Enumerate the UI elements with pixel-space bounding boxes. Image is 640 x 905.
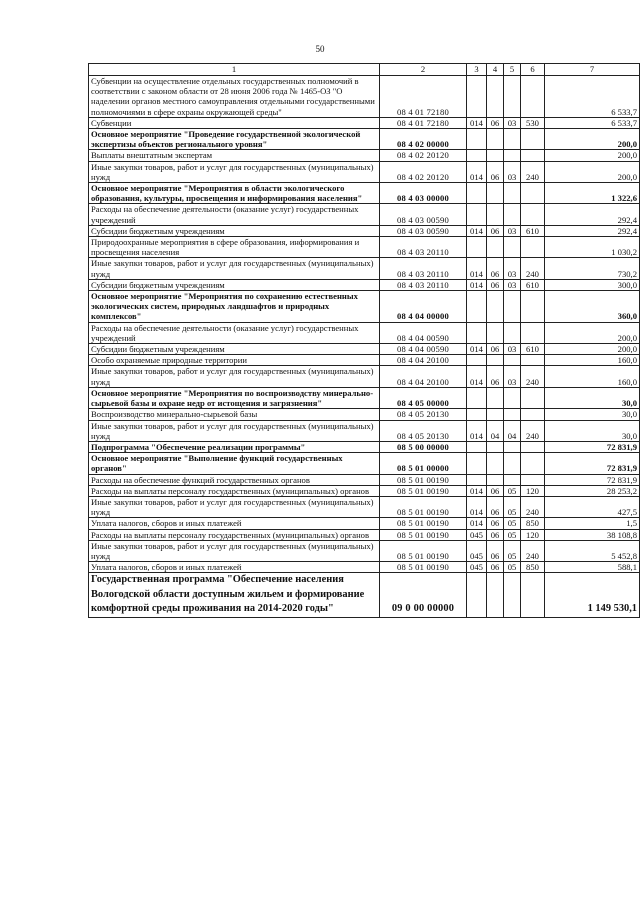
row-code-cell: 08 4 04 20100	[380, 366, 467, 387]
row-expense-type-cell: 240	[521, 258, 545, 279]
table-row	[89, 453, 640, 474]
row-subsection-cell	[504, 355, 521, 366]
row-name-cell: Подпрограмма "Обеспечение реализации программы"	[89, 441, 380, 452]
header-cell: 7	[545, 64, 640, 76]
row-name-cell: Основное мероприятие "Мероприятия в области экологического образования, культуры, просвещения и информирования населения"	[89, 183, 380, 204]
row-subsection-cell	[504, 441, 521, 452]
row-name-cell: Основное мероприятие "Проведение государственной экологической экспертизы объектов регионального уровня"	[89, 129, 380, 150]
row-code-cell: 08 4 02 00000	[380, 129, 467, 150]
row-section-cell: 06	[487, 161, 504, 182]
row-section-cell	[487, 387, 504, 408]
row-code-cell: 08 4 05 20130	[380, 420, 467, 441]
header-cell: 4	[487, 64, 504, 76]
row-code-cell: 08 4 04 00590	[380, 322, 467, 343]
row-expense-type-cell: 120	[521, 529, 545, 540]
row-code-cell: 08 4 01 72180	[380, 117, 467, 128]
row-amount-cell: 588,1	[545, 562, 640, 573]
row-name-cell: Расходы на обеспечение функций государственных органов	[89, 474, 380, 485]
header-cell: 6	[521, 64, 545, 76]
row-ministry-cell: 014	[467, 496, 487, 517]
row-ministry-cell	[467, 322, 487, 343]
row-name-cell: Иные закупки товаров, работ и услуг для государственных (муниципальных) нужд	[89, 258, 380, 279]
row-amount-cell: 5 452,8	[545, 540, 640, 561]
row-ministry-cell: 014	[467, 518, 487, 529]
row-amount-cell: 200,0	[545, 150, 640, 161]
row-expense-type-cell	[521, 237, 545, 258]
table-row	[89, 562, 640, 573]
row-expense-type-cell	[521, 573, 545, 618]
row-ministry-cell: 045	[467, 529, 487, 540]
row-amount-cell: 1,5	[545, 518, 640, 529]
row-expense-type-cell	[521, 441, 545, 452]
row-ministry-cell	[467, 355, 487, 366]
row-subsection-cell	[504, 573, 521, 618]
row-expense-type-cell: 610	[521, 279, 545, 290]
row-ministry-cell: 045	[467, 562, 487, 573]
row-ministry-cell: 045	[467, 540, 487, 561]
row-name-cell: Основное мероприятие "Мероприятия по сохранению естественных экологических систем, природных ландшафтов и природных комплексов"	[89, 291, 380, 323]
row-subsection-cell	[504, 453, 521, 474]
row-section-cell: 06	[487, 344, 504, 355]
row-ministry-cell: 014	[467, 366, 487, 387]
row-name-cell: Иные закупки товаров, работ и услуг для государственных (муниципальных) нужд	[89, 420, 380, 441]
row-amount-cell: 72 831,9	[545, 453, 640, 474]
row-name-cell: Субвенции на осуществление отдельных государственных полномочий в соответствии с законом области от 28 июня 2006 года № 1465-ОЗ "О наделении органов местного самоуправления отдельными государственными полномочиями в сфере охраны окружающей среды"	[89, 76, 380, 118]
row-ministry-cell	[467, 76, 487, 118]
row-amount-cell: 292,4	[545, 225, 640, 236]
row-name-cell: Иные закупки товаров, работ и услуг для государственных (муниципальных) нужд	[89, 366, 380, 387]
row-amount-cell: 1 322,6	[545, 183, 640, 204]
table-row	[89, 496, 640, 517]
row-code-cell: 08 5 01 00190	[380, 474, 467, 485]
row-ministry-cell	[467, 441, 487, 452]
row-section-cell	[487, 355, 504, 366]
row-section-cell	[487, 204, 504, 225]
table-row	[89, 117, 640, 128]
row-name-cell: Субсидии бюджетным учреждениям	[89, 225, 380, 236]
row-section-cell: 06	[487, 529, 504, 540]
row-amount-cell: 6 533,7	[545, 117, 640, 128]
row-section-cell: 06	[487, 518, 504, 529]
row-subsection-cell	[504, 322, 521, 343]
row-amount-cell: 200,0	[545, 344, 640, 355]
row-expense-type-cell	[521, 129, 545, 150]
table-row	[89, 150, 640, 161]
row-ministry-cell	[467, 129, 487, 150]
row-subsection-cell: 05	[504, 496, 521, 517]
row-section-cell	[487, 183, 504, 204]
table-row	[89, 129, 640, 150]
row-amount-cell: 200,0	[545, 161, 640, 182]
row-expense-type-cell: 240	[521, 420, 545, 441]
row-expense-type-cell: 850	[521, 518, 545, 529]
row-name-cell: Расходы на обеспечение деятельности (оказание услуг) государственных учреждений	[89, 322, 380, 343]
row-name-cell: Основное мероприятие "Мероприятия по воспроизводству минерально-сырьевой базы и охране недр от истощения и загрязнения"	[89, 387, 380, 408]
row-expense-type-cell	[521, 409, 545, 420]
row-section-cell	[487, 76, 504, 118]
row-section-cell	[487, 474, 504, 485]
row-code-cell: 08 4 02 20120	[380, 150, 467, 161]
header-cell: 2	[380, 64, 467, 76]
row-expense-type-cell: 120	[521, 485, 545, 496]
table-row	[89, 387, 640, 408]
row-subsection-cell: 03	[504, 161, 521, 182]
row-subsection-cell: 05	[504, 529, 521, 540]
row-expense-type-cell	[521, 150, 545, 161]
header-cell: 1	[89, 64, 380, 76]
table-row	[89, 540, 640, 561]
row-expense-type-cell	[521, 76, 545, 118]
header-cell: 3	[467, 64, 487, 76]
row-expense-type-cell	[521, 291, 545, 323]
row-name-cell: Иные закупки товаров, работ и услуг для государственных (муниципальных) нужд	[89, 496, 380, 517]
row-expense-type-cell: 240	[521, 496, 545, 517]
table-row	[89, 279, 640, 290]
row-section-cell: 06	[487, 258, 504, 279]
row-ministry-cell: 014	[467, 420, 487, 441]
row-ministry-cell: 014	[467, 258, 487, 279]
row-ministry-cell	[467, 474, 487, 485]
row-subsection-cell	[504, 237, 521, 258]
row-section-cell: 04	[487, 420, 504, 441]
table-row	[89, 225, 640, 236]
row-ministry-cell	[467, 183, 487, 204]
row-expense-type-cell	[521, 387, 545, 408]
row-code-cell: 08 5 01 00190	[380, 529, 467, 540]
table-row	[89, 366, 640, 387]
table-row	[89, 237, 640, 258]
table-row	[89, 409, 640, 420]
row-name-cell: Основное мероприятие "Выполнение функций государственных органов"	[89, 453, 380, 474]
row-ministry-cell	[467, 387, 487, 408]
row-section-cell: 06	[487, 485, 504, 496]
row-code-cell: 08 4 04 20100	[380, 355, 467, 366]
row-amount-cell: 160,0	[545, 355, 640, 366]
row-amount-cell: 30,0	[545, 420, 640, 441]
table-row	[89, 161, 640, 182]
row-expense-type-cell: 610	[521, 344, 545, 355]
row-amount-cell: 200,0	[545, 129, 640, 150]
row-code-cell: 08 4 03 00590	[380, 204, 467, 225]
row-amount-cell: 427,5	[545, 496, 640, 517]
row-section-cell	[487, 322, 504, 343]
row-code-cell: 08 4 03 20110	[380, 258, 467, 279]
row-subsection-cell	[504, 387, 521, 408]
table-row	[89, 204, 640, 225]
row-subsection-cell: 05	[504, 518, 521, 529]
row-amount-cell: 200,0	[545, 322, 640, 343]
row-subsection-cell: 03	[504, 366, 521, 387]
row-expense-type-cell	[521, 474, 545, 485]
row-section-cell	[487, 453, 504, 474]
row-expense-type-cell: 610	[521, 225, 545, 236]
row-section-cell: 06	[487, 540, 504, 561]
row-subsection-cell	[504, 474, 521, 485]
row-name-cell: Уплата налогов, сборов и иных платежей	[89, 562, 380, 573]
row-amount-cell: 1 030,2	[545, 237, 640, 258]
row-expense-type-cell	[521, 355, 545, 366]
row-subsection-cell: 03	[504, 279, 521, 290]
row-code-cell: 09 0 00 00000	[380, 573, 467, 618]
row-subsection-cell	[504, 76, 521, 118]
row-code-cell: 08 4 05 20130	[380, 409, 467, 420]
row-expense-type-cell	[521, 183, 545, 204]
row-subsection-cell	[504, 409, 521, 420]
row-subsection-cell	[504, 129, 521, 150]
row-name-cell: Иные закупки товаров, работ и услуг для государственных (муниципальных) нужд	[89, 161, 380, 182]
row-subsection-cell	[504, 183, 521, 204]
header-row	[89, 64, 640, 76]
row-subsection-cell: 03	[504, 117, 521, 128]
row-expense-type-cell: 240	[521, 366, 545, 387]
row-code-cell: 08 5 01 00000	[380, 453, 467, 474]
row-code-cell: 08 4 05 00000	[380, 387, 467, 408]
row-subsection-cell: 03	[504, 258, 521, 279]
row-code-cell: 08 4 03 00590	[380, 225, 467, 236]
table-row	[89, 485, 640, 496]
row-name-cell: Иные закупки товаров, работ и услуг для государственных (муниципальных) нужд	[89, 540, 380, 561]
row-code-cell: 08 4 04 00000	[380, 291, 467, 323]
row-name-cell: Расходы на выплаты персоналу государственных (муниципальных) органов	[89, 529, 380, 540]
row-section-cell: 06	[487, 562, 504, 573]
row-section-cell: 06	[487, 117, 504, 128]
row-section-cell: 06	[487, 366, 504, 387]
table-row	[89, 344, 640, 355]
row-subsection-cell: 03	[504, 225, 521, 236]
row-code-cell: 08 4 03 20110	[380, 279, 467, 290]
row-subsection-cell	[504, 291, 521, 323]
row-code-cell: 08 5 01 00190	[380, 540, 467, 561]
row-ministry-cell	[467, 150, 487, 161]
row-amount-cell: 300,0	[545, 279, 640, 290]
header-cell: 5	[504, 64, 521, 76]
row-ministry-cell: 014	[467, 485, 487, 496]
row-ministry-cell	[467, 409, 487, 420]
row-name-cell: Уплата налогов, сборов и иных платежей	[89, 518, 380, 529]
row-name-cell: Субвенции	[89, 117, 380, 128]
row-code-cell: 08 5 01 00190	[380, 562, 467, 573]
row-code-cell: 08 4 03 00000	[380, 183, 467, 204]
table-row	[89, 355, 640, 366]
row-section-cell: 06	[487, 496, 504, 517]
row-ministry-cell: 014	[467, 279, 487, 290]
row-section-cell	[487, 237, 504, 258]
row-name-cell: Расходы на обеспечение деятельности (оказание услуг) государственных учреждений	[89, 204, 380, 225]
row-code-cell: 08 5 01 00190	[380, 485, 467, 496]
row-subsection-cell: 05	[504, 540, 521, 561]
row-code-cell: 08 4 01 72180	[380, 76, 467, 118]
row-ministry-cell	[467, 204, 487, 225]
row-ministry-cell	[467, 237, 487, 258]
table-row	[89, 529, 640, 540]
row-section-cell: 06	[487, 225, 504, 236]
row-code-cell: 08 5 01 00190	[380, 496, 467, 517]
row-amount-cell: 28 253,2	[545, 485, 640, 496]
table-row	[89, 441, 640, 452]
row-subsection-cell: 04	[504, 420, 521, 441]
row-section-cell	[487, 291, 504, 323]
row-ministry-cell	[467, 573, 487, 618]
row-expense-type-cell: 530	[521, 117, 545, 128]
row-section-cell	[487, 129, 504, 150]
row-ministry-cell	[467, 453, 487, 474]
table-row	[89, 183, 640, 204]
table-row	[89, 474, 640, 485]
row-expense-type-cell	[521, 453, 545, 474]
row-expense-type-cell: 240	[521, 161, 545, 182]
row-expense-type-cell	[521, 322, 545, 343]
row-subsection-cell: 05	[504, 562, 521, 573]
row-name-cell: Выплаты внештатным экспертам	[89, 150, 380, 161]
row-ministry-cell: 014	[467, 225, 487, 236]
row-expense-type-cell	[521, 204, 545, 225]
page-number: 50	[315, 44, 325, 54]
row-ministry-cell: 014	[467, 161, 487, 182]
row-code-cell: 08 5 01 00190	[380, 518, 467, 529]
row-code-cell: 08 4 03 20110	[380, 237, 467, 258]
row-subsection-cell	[504, 150, 521, 161]
row-amount-cell: 72 831,9	[545, 441, 640, 452]
row-code-cell: 08 4 02 20120	[380, 161, 467, 182]
table-row	[89, 258, 640, 279]
row-name-cell: Воспроизводство минерально-сырьевой базы	[89, 409, 380, 420]
row-amount-cell: 160,0	[545, 366, 640, 387]
row-amount-cell: 6 533,7	[545, 76, 640, 118]
table-row	[89, 518, 640, 529]
row-subsection-cell: 03	[504, 344, 521, 355]
row-amount-cell: 360,0	[545, 291, 640, 323]
row-name-cell: Субсидии бюджетным учреждениям	[89, 279, 380, 290]
table-row	[89, 291, 640, 323]
table-row	[89, 420, 640, 441]
table-row	[89, 76, 640, 118]
row-section-cell	[487, 573, 504, 618]
row-amount-cell: 38 108,8	[545, 529, 640, 540]
row-amount-cell: 72 831,9	[545, 474, 640, 485]
row-amount-cell: 30,0	[545, 409, 640, 420]
row-name-cell: Государственная программа "Обеспечение населения Вологодской области доступным жильем и формирование комфортной среды проживания на 2014-2020 годы"	[89, 573, 380, 618]
row-subsection-cell	[504, 204, 521, 225]
row-amount-cell: 292,4	[545, 204, 640, 225]
row-code-cell: 08 4 04 00590	[380, 344, 467, 355]
row-ministry-cell	[467, 291, 487, 323]
row-name-cell: Субсидии бюджетным учреждениям	[89, 344, 380, 355]
table-row	[89, 573, 640, 618]
table-row	[89, 322, 640, 343]
row-amount-cell: 730,2	[545, 258, 640, 279]
row-section-cell	[487, 441, 504, 452]
row-name-cell: Природоохранные мероприятия в сфере образования, информирования и просвещения населения	[89, 237, 380, 258]
row-name-cell: Особо охраняемые природные территории	[89, 355, 380, 366]
row-ministry-cell: 014	[467, 344, 487, 355]
row-section-cell	[487, 150, 504, 161]
row-amount-cell: 30,0	[545, 387, 640, 408]
row-amount-cell: 1 149 530,1	[545, 573, 640, 618]
row-ministry-cell: 014	[467, 117, 487, 128]
budget-table	[88, 63, 640, 618]
row-expense-type-cell: 850	[521, 562, 545, 573]
row-subsection-cell: 05	[504, 485, 521, 496]
row-name-cell: Расходы на выплаты персоналу государственных (муниципальных) органов	[89, 485, 380, 496]
row-expense-type-cell: 240	[521, 540, 545, 561]
row-section-cell: 06	[487, 279, 504, 290]
row-code-cell: 08 5 00 00000	[380, 441, 467, 452]
row-section-cell	[487, 409, 504, 420]
